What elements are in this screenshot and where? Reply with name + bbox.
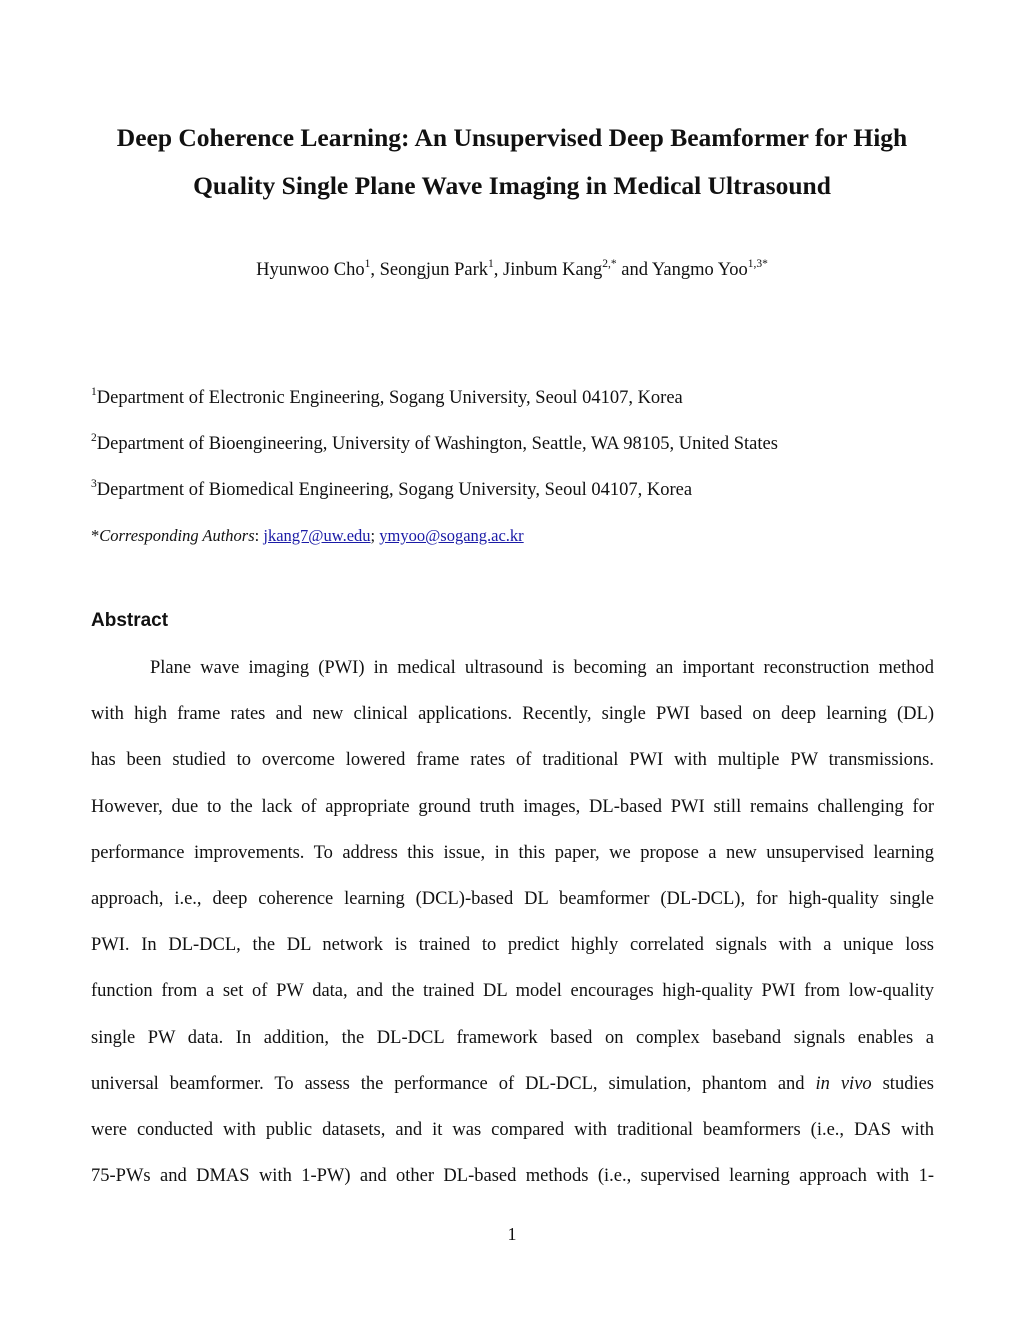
author-list: Hyunwoo Cho$^1$, Seongjun Park$^1$, Jinbum Kang$^{2,*}$ and Yangmo Yoo$^{1,3*}$ bbox=[256, 257, 768, 280]
abstract-line: However, due to the lack of appropriate ground truth images, DL-based PWI still remains challenging for bbox=[91, 796, 934, 817]
email-link-ymyoo[interactable]: ymyoo@sogang.ac.kr bbox=[379, 526, 524, 545]
abstract-line: universal beamformer. To assess the performance of DL-DCL, simulation, phantom and in vivo studies bbox=[91, 1073, 934, 1094]
corresponding-label: Corresponding Authors bbox=[99, 526, 255, 545]
abstract-line: PWI. In DL-DCL, the DL network is trained to predict highly correlated signals with a unique loss bbox=[91, 935, 934, 956]
title-line-2: Quality Single Plane Wave Imaging in Medical Ultrasound bbox=[193, 171, 831, 200]
author-name: Hyunwoo Cho bbox=[256, 260, 365, 280]
abstract-line: approach, i.e., deep coherence learning (DCL)-based DL beamformer (DL-DCL), for high-quality single bbox=[91, 888, 934, 909]
author-affiliation-sup: 1 bbox=[488, 257, 494, 270]
abstract-line: function from a set of PW data, and the trained DL model encourages high-quality PWI from low-quality bbox=[91, 981, 934, 1002]
affiliation-2: $^2$Department of Bioengineering, University of Washington, Seattle, WA 98105, United States bbox=[91, 431, 778, 454]
abstract-heading: Abstract bbox=[91, 610, 169, 631]
abstract-line: single PW data. In addition, the DL-DCL framework based on complex baseband signals enables a bbox=[91, 1027, 934, 1048]
author-name: Seongjun Park bbox=[379, 260, 489, 280]
author-affiliation-sup: 2,* bbox=[602, 257, 617, 270]
abstract-line: has been studied to overcome lowered frame rates of traditional PWI with multiple PW transmissions. bbox=[91, 750, 934, 771]
abstract-line: performance improvements. To address this issue, in this paper, we propose a new unsupervised learning bbox=[91, 842, 934, 863]
author-affiliation-sup: 1 bbox=[364, 257, 371, 270]
abstract-line: were conducted with public datasets, and it was compared with traditional beamformers (i.e., DAS with bbox=[91, 1119, 934, 1140]
abstract-body bbox=[91, 654, 934, 1208]
author-name: Jinbum Kang bbox=[503, 260, 603, 280]
affiliation-3: $^3$Department of Biomedical Engineering, Sogang University, Seoul 04107, Korea bbox=[91, 477, 693, 500]
italic-in-vivo: in vivo bbox=[815, 1073, 872, 1094]
email-link-jkang[interactable]: jkang7@uw.edu bbox=[263, 526, 371, 545]
abstract-line: Plane wave imaging (PWI) in medical ultrasound is becoming an important reconstruction method bbox=[150, 658, 934, 678]
author-affiliation-sup: 1,3* bbox=[747, 257, 768, 270]
affiliation-1: $^1$Department of Electronic Engineering, Sogang University, Seoul 04107, Korea bbox=[91, 385, 683, 408]
corresponding-authors: *Corresponding Authors: jkang7@uw.edu; ymyoo@sogang.ac.kr bbox=[91, 526, 524, 545]
title-line-1: Deep Coherence Learning: An Unsupervised Deep Beamformer for High bbox=[116, 123, 908, 152]
page-number: 1 bbox=[507, 1224, 517, 1244]
abstract-line: with high frame rates and new clinical applications. Recently, single PWI based on deep learning (DL) bbox=[91, 704, 934, 725]
paper-title bbox=[60, 114, 964, 210]
abstract-line: 75-PWs and DMAS with 1-PW) and other DL-based methods (i.e., supervised learning approach with 1- bbox=[91, 1166, 934, 1187]
author-name: Yangmo Yoo bbox=[651, 260, 748, 280]
